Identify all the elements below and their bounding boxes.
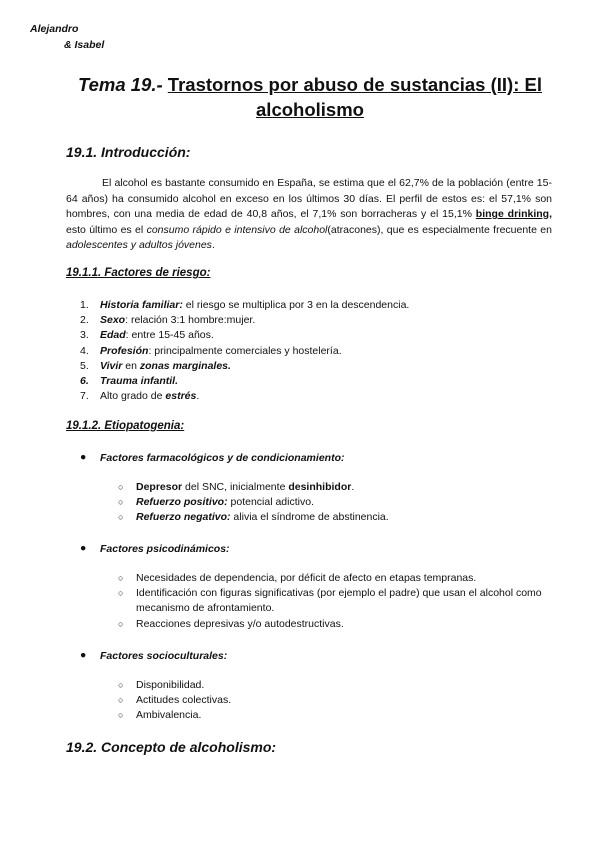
item-text: Disponibilidad. [136,679,205,691]
bullet-icon: ● [80,649,87,661]
item-number: 1. [80,299,89,311]
item-number: 3. [80,329,89,342]
etio-group-pharmacological [80,452,344,464]
item-number: 2. [80,314,89,327]
list-item [66,328,409,343]
list-item [118,617,548,632]
bullet-icon: ● [80,451,87,463]
list-item [66,313,409,328]
subsection-heading-etio: 19.1.2. Etiopatogenia: [66,420,185,432]
etio-group-psychodynamic [80,543,230,555]
item-number: 4. [80,344,89,357]
item-number: 7. [80,390,89,403]
item-text: : entre 15-45 años. [125,329,214,342]
list-item [66,359,409,374]
intro-text-3: (atracones), que es especialmente frecuente en [327,223,552,236]
section-heading-concept: 19.2. Concepto de alcoholismo: [66,739,277,755]
item-number: 6. [80,375,89,388]
intro-italic-1: consumo rápido e intensivo de alcohol [146,223,328,236]
circle-bullet-icon: ○ [118,710,124,721]
list-item [66,298,409,313]
subsection-heading-risk: 19.1.1. Factores de riesgo: [66,267,211,279]
list-item [66,374,409,389]
intro-italic-2: adolescentes y adultos jóvenes [66,239,212,251]
circle-bullet-icon: ○ [118,680,124,690]
item-label: Profesión [100,344,149,357]
item-text: Alto grado de [100,390,166,403]
etio-group-sociocultural [80,650,227,662]
author-2: & Isabel [64,39,105,51]
risk-factor-list [66,298,409,404]
intro-text-2: esto último es el [66,223,147,236]
item-text: Ambivalencia. [136,709,202,722]
etio-psychodynamic-list [118,571,548,632]
title-prefix: Tema 19.- [77,74,163,95]
list-item [66,389,409,404]
item-text: Reacciones depresivas y/o autodestructivas. [136,617,344,630]
item-text-end: . [196,390,200,403]
authors [30,21,104,53]
item-text: : relación 3:1 hombre:mujer. [125,314,256,327]
section-heading-intro: 19.1. Introducción: [66,144,191,160]
circle-bullet-icon: ○ [118,618,124,629]
item-text: del SNC, inicialmente [182,481,289,493]
item-text: Identificación con figuras significativas (por ejemplo el padre) que usan el alcohol como mecanismo de afrontamiento. [136,587,542,615]
circle-bullet-icon: ○ [118,573,124,583]
intro-paragraph [66,176,552,254]
list-item [118,480,548,495]
item-label: Edad [100,329,126,342]
list-item [118,678,548,693]
circle-bullet-icon: ○ [118,482,124,492]
intro-binge: binge drinking, [475,208,552,220]
circle-bullet-icon: ○ [118,588,124,599]
item-text: alivia el síndrome de abstinencia. [230,511,389,524]
etio-pharmacological-list [118,480,548,526]
list-item [118,495,548,510]
bullet-icon: ● [80,542,87,554]
list-item [66,344,409,359]
item-label: Refuerzo negativo: [136,511,231,524]
title-main-line2: alcoholismo [256,99,364,120]
group-title: Factores farmacológicos y de condicionamiento: [100,452,345,464]
item-label-2: estrés [165,390,197,403]
item-text: en [122,359,140,372]
item-text: potencial adictivo. [227,496,314,509]
item-text: Actitudes colectivas. [136,694,232,707]
item-label: Trauma infantil. [100,375,178,388]
etio-sociocultural-list [118,678,548,724]
item-bold: Depresor [136,481,183,493]
item-text: : principalmente comerciales y hostelería. [148,344,342,357]
list-item [118,510,548,525]
item-label: Sexo [100,314,126,327]
list-item [118,708,548,723]
page-title [40,72,580,122]
list-item [118,693,548,708]
item-bold-2: desinhibidor [288,481,352,493]
circle-bullet-icon: ○ [118,497,124,508]
intro-text-1: El alcohol es bastante consumido en España, se estima que el 62,7% de la población (entre 15-64 años) ha consumido alcohol en exceso en los últimos 30 días. El perfil de estos es: el 57,1% son hombres, con una media de edad de 40,8 años, el 7,1% son borracheras y el 15,1% [66,177,552,220]
item-number: 5. [80,359,89,372]
item-label: Vivir [100,359,123,372]
item-label: Refuerzo positivo: [136,496,228,509]
item-label: Historia familiar: [100,299,183,311]
intro-text-4: . [211,239,215,251]
author-1: Alejandro [30,23,79,35]
item-text: el riesgo se multiplica por 3 en la descendencia. [182,299,410,311]
circle-bullet-icon: ○ [118,695,124,706]
group-title: Factores socioculturales: [100,650,228,662]
item-text: Necesidades de dependencia, por déficit de afecto en etapas tempranas. [136,572,477,584]
group-title: Factores psicodinámicos: [100,543,230,555]
title-main-line1: Trastornos por abuso de sustancias (II): El [167,74,542,95]
list-item [118,586,548,616]
list-item [118,571,548,586]
item-text-end: . [351,481,355,493]
item-label-2: zonas marginales. [139,359,231,372]
circle-bullet-icon: ○ [118,512,124,523]
